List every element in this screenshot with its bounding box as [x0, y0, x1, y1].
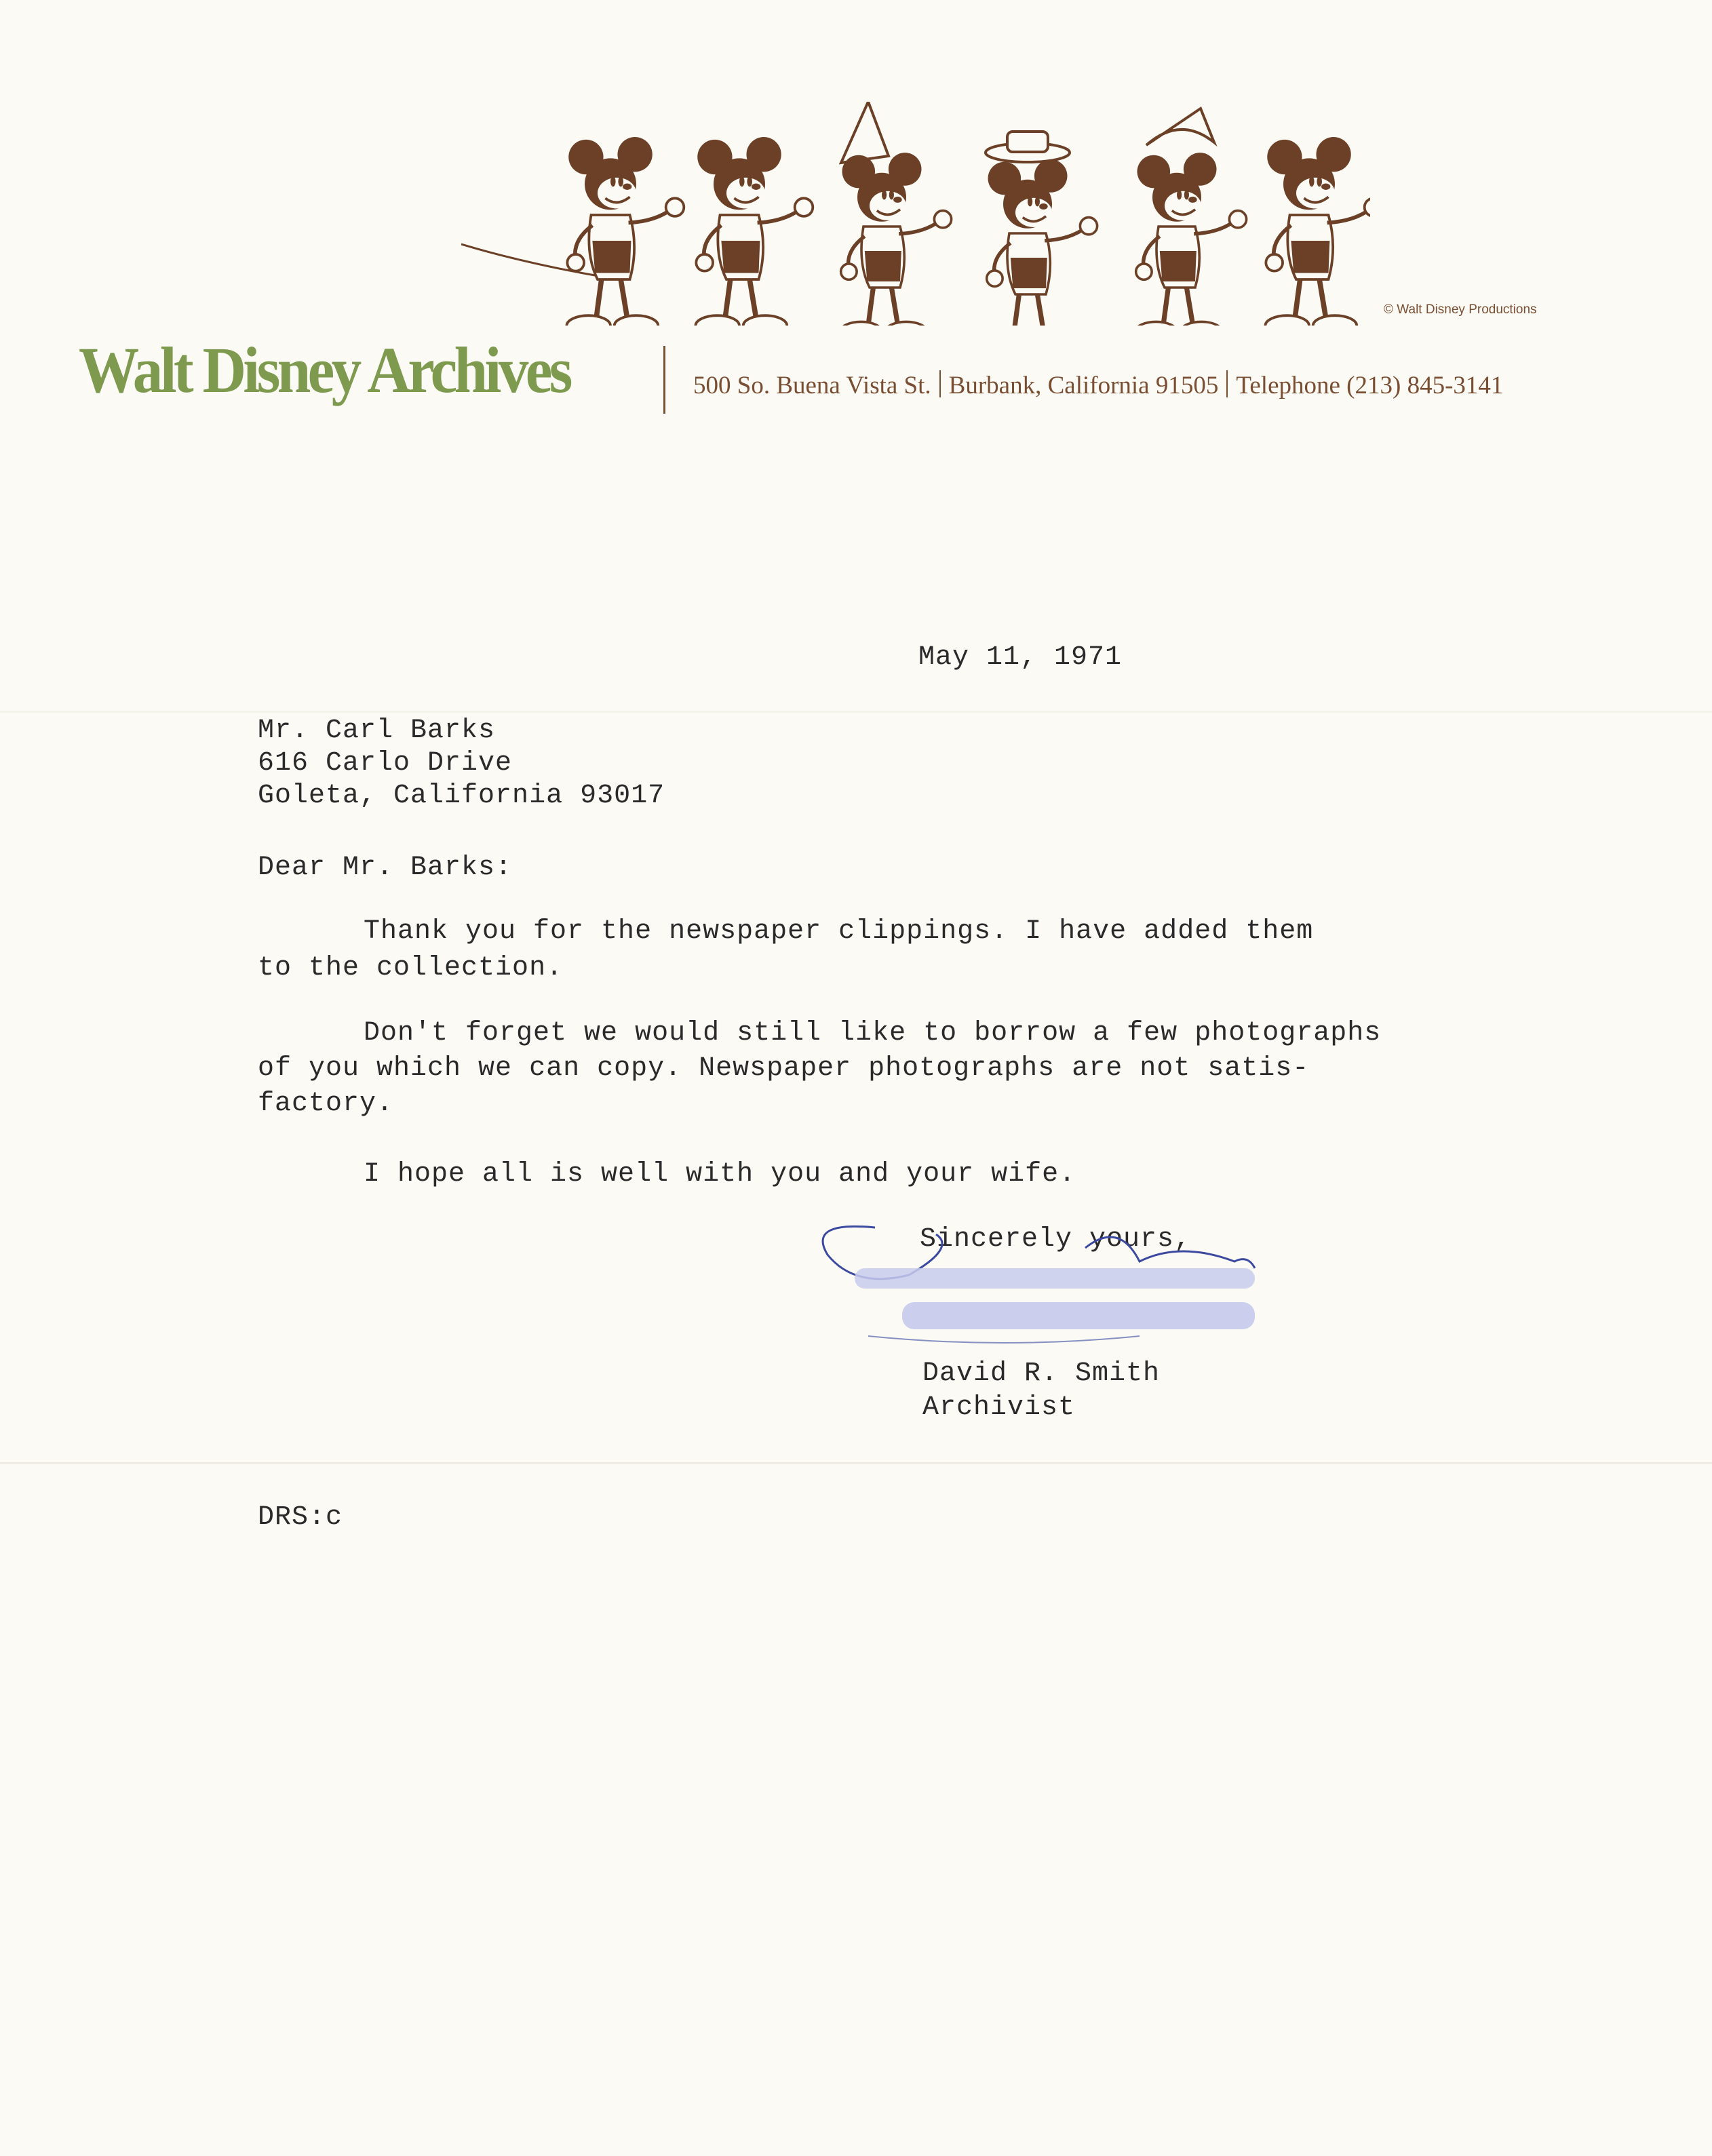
- telephone: Telephone (213) 845-3141: [1236, 372, 1504, 399]
- street-address: 500 So. Buena Vista St.: [693, 372, 931, 399]
- letterhead-address: [693, 370, 1503, 398]
- address-separator: [1226, 370, 1228, 397]
- recipient-name: Mr. Carl Barks: [258, 716, 496, 746]
- signer-title: Archivist: [922, 1392, 1076, 1423]
- signer-name: David R. Smith: [922, 1358, 1161, 1389]
- paper-fold-line: [0, 711, 1712, 713]
- signature: [800, 1207, 1289, 1356]
- address-separator: [939, 370, 941, 397]
- city-address: Burbank, California 91505: [948, 372, 1219, 399]
- body-line: Thank you for the newspaper clippings. I have added them: [364, 916, 1314, 947]
- paper-fold-line: [0, 1462, 1712, 1464]
- body-line: I hope all is well with you and your wife.: [364, 1159, 1076, 1190]
- recipient-city: Goleta, California 93017: [258, 781, 665, 811]
- copyright-notice: © Walt Disney Productions: [1384, 302, 1537, 317]
- typist-initials: DRS:c: [258, 1502, 343, 1533]
- letterhead-divider: [663, 346, 665, 414]
- body-line: Don't forget we would still like to borrow a few photographs: [364, 1018, 1382, 1048]
- recipient-street: 616 Carlo Drive: [258, 748, 513, 779]
- body-line: of you which we can copy. Newspaper photographs are not satis-: [258, 1053, 1310, 1084]
- archives-logo: Walt Disney Archives: [79, 334, 570, 406]
- salutation: Dear Mr. Barks:: [258, 852, 513, 883]
- letter-date: May 11, 1971: [918, 642, 1123, 673]
- closing: Sincerely yours,: [920, 1224, 1192, 1255]
- body-line: factory.: [258, 1089, 394, 1119]
- body-line: to the collection.: [258, 953, 564, 983]
- mickey-illustration: [461, 102, 1370, 326]
